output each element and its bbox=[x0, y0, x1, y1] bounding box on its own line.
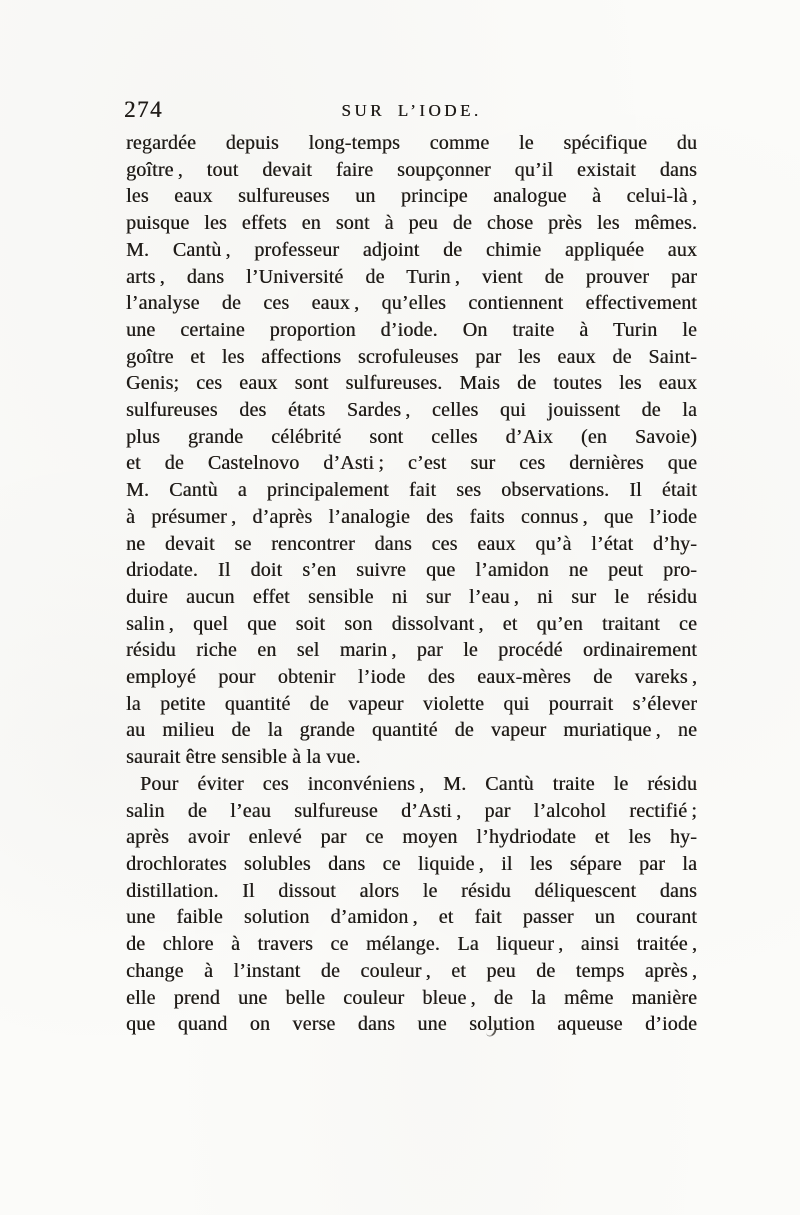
text-line: l’analyse de ces eaux , qu’elles contiennent effectivement bbox=[126, 292, 697, 315]
text-line: une certaine proportion d’iode. On traite à Turin le bbox=[126, 318, 697, 341]
text-line: Pour éviter ces inconvéniens , M. Cantù traite le résidu bbox=[140, 772, 697, 795]
text-line: de chlore à travers ce mélange. La liqueur , ainsi traitée , bbox=[126, 933, 697, 956]
text-line: sulfureuses des états Sardes , celles qui jouissent de la bbox=[126, 399, 697, 422]
text-line: les eaux sulfureuses un principe analogue à celui-là , bbox=[126, 185, 697, 208]
text-line: salin de l’eau sulfureuse d’Asti , par l’alcohol rectifié ; bbox=[126, 799, 697, 822]
running-title: SUR L’IODE. bbox=[341, 101, 482, 120]
text-line: puisque les effets en sont à peu de chose près les mêmes. bbox=[126, 212, 697, 235]
text-line: après avoir enlevé par ce moyen l’hydriodate et les hy- bbox=[126, 826, 697, 849]
text-line: salin , quel que soit son dissolvant , et qu’en traitant ce bbox=[126, 612, 697, 635]
text-line: drochlorates solubles dans ce liquide , il les sépare par la bbox=[126, 852, 697, 875]
text-line: distillation. Il dissout alors le résidu déliquescent dans bbox=[126, 879, 697, 902]
text-line: une faible solution d’amidon , et fait passer un courant bbox=[126, 906, 697, 929]
text-line: goître , tout devait faire soupçonner qu’il existait dans bbox=[126, 158, 697, 181]
text-line: goître et les affections scrofuleuses par les eaux de Saint- bbox=[126, 345, 697, 368]
text-line: résidu riche en sel marin , par le procédé ordinairement bbox=[126, 639, 697, 662]
text-line: employé pour obtenir l’iode des eaux-mères de vareks , bbox=[126, 666, 697, 689]
text-line: à présumer , d’après l’analogie des faits connus , que l’iode bbox=[126, 505, 697, 528]
text-line: M. Cantù , professeur adjoint de chimie appliquée aux bbox=[126, 238, 697, 261]
text-line: duire aucun effet sensible ni sur l’eau , ni sur le résidu bbox=[126, 585, 697, 608]
text-line: driodate. Il doit s’en suivre que l’amidon ne peut pro- bbox=[126, 559, 697, 582]
text-line: que quand on verse dans une solution aqueuse d’iode bbox=[126, 1013, 697, 1036]
text-line: saurait être sensible à la vue. bbox=[126, 746, 361, 769]
page-number: 274 bbox=[124, 97, 163, 122]
text-line: plus grande célébrité sont celles d’Aix (en Savoie) bbox=[126, 425, 697, 448]
text-line: ne devait se rencontrer dans ces eaux qu’à l’état d’hy- bbox=[126, 532, 697, 555]
text-line: arts , dans l’Université de Turin , vient de prouver par bbox=[126, 265, 697, 288]
text-line: et de Castelnovo d’Asti ; c’est sur ces dernières que bbox=[126, 452, 697, 475]
text-line: M. Cantù a principalement fait ses observations. Il était bbox=[126, 479, 697, 502]
text-line: regardée depuis long-temps comme le spécifique du bbox=[126, 132, 697, 154]
text-line: change à l’instant de couleur , et peu de temps après , bbox=[126, 959, 697, 982]
paragraph bbox=[126, 130, 697, 771]
text-line: Genis; ces eaux sont sulfureuses. Mais de toutes les eaux bbox=[126, 372, 697, 395]
text-line: elle prend une belle couleur bleue , de la même manière bbox=[126, 986, 697, 1009]
text-line: au milieu de la grande quantité de vapeur muriatique , ne bbox=[126, 719, 697, 742]
paragraph bbox=[126, 771, 697, 1038]
text-line: la petite quantité de vapeur violette qui pourrait s’élever bbox=[126, 692, 697, 715]
text-body bbox=[126, 130, 697, 1038]
page-header bbox=[126, 96, 697, 126]
